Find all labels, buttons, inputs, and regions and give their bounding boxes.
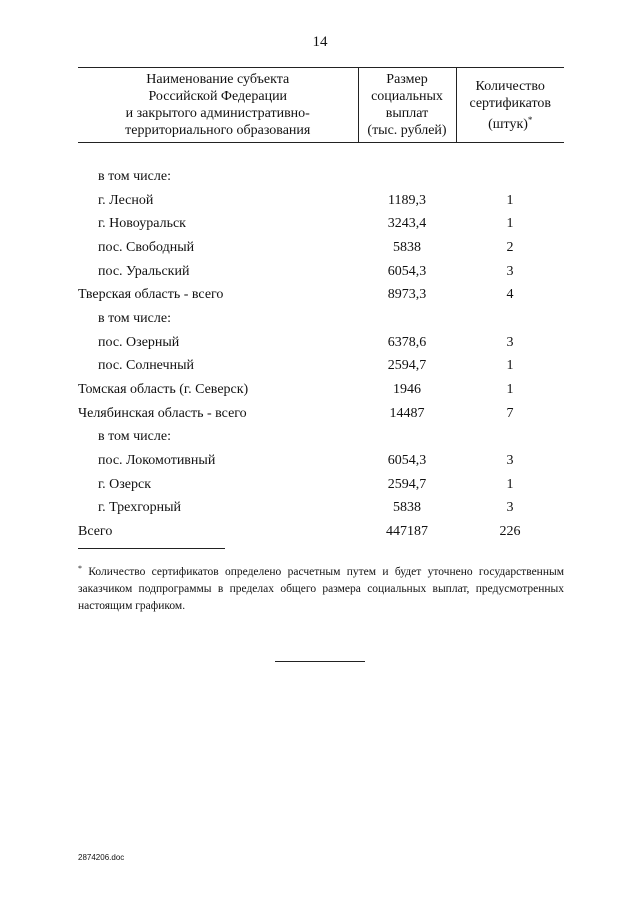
header-amount-line: Размер (386, 72, 428, 87)
header-region-line: Наименование субъекта (146, 72, 290, 87)
row-name-cell: г. Трехгорный (98, 500, 181, 516)
row-count-cell: 3 (506, 263, 514, 279)
row-name-cell: пос. Свободный (98, 239, 195, 255)
row-count-cell (456, 307, 564, 331)
footnote-divider (78, 548, 225, 549)
row-name-cell: в том числе: (98, 429, 171, 445)
table-row (78, 520, 564, 544)
row-name-cell: Всего (78, 524, 113, 540)
table-row (78, 307, 564, 331)
row-count-cell (456, 426, 564, 450)
row-count-cell: 3 (506, 334, 514, 350)
row-name-cell: пос. Озерный (98, 334, 180, 350)
row-amount-cell: 1189,3 (388, 192, 426, 208)
footnote-marker: * (527, 114, 533, 125)
header-amount-line: выплат (385, 106, 429, 121)
row-amount-cell: 6054,3 (387, 263, 427, 279)
header-region-line: Российской Федерации (148, 89, 288, 104)
row-amount-cell: 2594,7 (387, 358, 427, 374)
row-amount-cell: 5838 (393, 500, 421, 516)
row-count-cell: 1 (506, 192, 514, 208)
row-count-cell: 1 (506, 382, 514, 398)
header-region-line: территориального образования (125, 123, 311, 138)
row-amount-cell (358, 143, 456, 189)
table-row (78, 143, 564, 189)
table-row (78, 497, 564, 521)
row-name-cell: Челябинская область - всего (78, 405, 247, 421)
row-count-cell: 4 (506, 287, 514, 303)
row-count-cell: 1 (506, 476, 514, 492)
row-amount-cell: 2594,7 (387, 476, 427, 492)
header-count-line: Количество (475, 78, 545, 94)
row-name-cell: в том числе: (98, 310, 171, 326)
row-amount-cell: 6054,3 (387, 453, 427, 469)
table-row (78, 355, 564, 379)
row-count-cell: 226 (499, 524, 521, 540)
end-divider (275, 661, 365, 662)
table-row (78, 283, 564, 307)
row-count-cell: 1 (506, 216, 514, 232)
table-row (78, 449, 564, 473)
header-region-line: и закрытого административно- (125, 106, 310, 121)
document-code: 2874206.doc (78, 853, 125, 862)
table-row (78, 189, 564, 213)
row-amount-cell: 1946 (393, 382, 421, 398)
row-amount-cell: 8973,3 (387, 287, 427, 303)
row-name-cell: г. Лесной (98, 192, 154, 208)
row-name-cell: Тверская область - всего (78, 287, 224, 303)
table-row (78, 402, 564, 426)
row-amount-cell: 6378,6 (387, 334, 427, 350)
row-count-cell (456, 143, 564, 189)
header-count-line: сертификатов (469, 95, 552, 111)
table-row (78, 212, 564, 236)
table-body (78, 143, 564, 545)
footnote-mark: * (78, 564, 82, 573)
row-name-cell: в том числе: (98, 168, 171, 184)
table-row (78, 260, 564, 284)
header-count-line: (штук) (488, 116, 528, 132)
header-certificate-count (456, 68, 564, 143)
row-name-cell: Томская область (г. Северск) (78, 382, 249, 398)
table-row (78, 473, 564, 497)
row-count-cell: 3 (506, 453, 514, 469)
table-row (78, 426, 564, 450)
header-amount-line: социальных (371, 89, 443, 104)
payments-table (78, 67, 564, 544)
footnote (78, 560, 564, 615)
row-amount-cell: 3243,4 (387, 216, 427, 232)
row-name-cell: пос. Солнечный (98, 358, 194, 374)
row-count-cell: 3 (506, 500, 514, 516)
table-row (78, 236, 564, 260)
table-header (78, 68, 564, 143)
footnote-text: Количество сертификатов определено расчетным путем и будет уточнено государственным заказчиком подпрограммы в пределах общего размера социальных выплат, предусмотренных настоящим графиком. (78, 566, 564, 612)
row-count-cell: 1 (506, 358, 514, 374)
row-count-cell: 7 (506, 405, 514, 421)
row-amount-cell (358, 307, 456, 331)
row-name-cell: пос. Локомотивный (98, 453, 216, 469)
row-count-cell: 2 (506, 239, 514, 255)
payments-table-container (78, 67, 564, 544)
row-amount-cell (358, 426, 456, 450)
row-amount-cell: 14487 (389, 405, 425, 421)
row-amount-cell: 447187 (386, 524, 428, 540)
row-name-cell: г. Озерск (98, 476, 152, 492)
table-row (78, 331, 564, 355)
header-payment-amount (358, 68, 456, 143)
header-amount-line: (тыс. рублей) (367, 123, 447, 138)
row-name-cell: пос. Уральский (98, 263, 190, 279)
table-row (78, 378, 564, 402)
header-region-name (78, 68, 358, 143)
row-name-cell: г. Новоуральск (98, 216, 186, 232)
row-amount-cell: 5838 (393, 239, 421, 255)
page-number: 14 (312, 34, 328, 50)
